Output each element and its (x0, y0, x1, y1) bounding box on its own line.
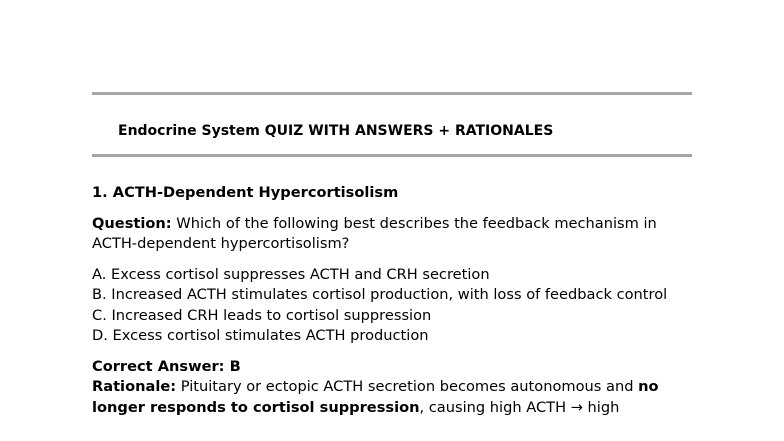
question-paragraph (92, 214, 692, 255)
option-a: A. Excess cortisol suppresses ACTH and CRH secretion (92, 265, 490, 283)
question-section (92, 183, 692, 418)
rationale-paragraph (92, 377, 692, 418)
option-b: B. Increased ACTH stimulates cortisol production, with loss of feedback control (92, 286, 668, 303)
answer-options (92, 265, 692, 347)
rationale-emphasis: no longer responds to cortisol suppression (92, 378, 659, 416)
option-c: C. Increased CRH leads to cortisol suppression (92, 306, 432, 324)
correct-answer: Correct Answer: B (92, 357, 241, 375)
question-text: Which of the following best describes the feedback mechanism in ACTH-dependent hypercortisolism? (92, 214, 657, 252)
rationale-label: Rationale: (92, 378, 177, 395)
answer-block (92, 357, 692, 419)
question-label: Question: (92, 214, 172, 232)
question-heading: 1. ACTH-Dependent Hypercortisolism (92, 184, 399, 201)
document-title: Endocrine System QUIZ WITH ANSWERS + RATIONALES (118, 123, 554, 139)
option-d: D. Excess cortisol stimulates ACTH production (92, 327, 429, 344)
title-bottom-rule (92, 154, 692, 157)
title-top-rule (92, 92, 692, 95)
rationale-text-end: , causing high ACTH → high (419, 398, 620, 416)
rationale-text-start: Pituitary or ectopic ACTH secretion becomes autonomous and (176, 378, 639, 395)
